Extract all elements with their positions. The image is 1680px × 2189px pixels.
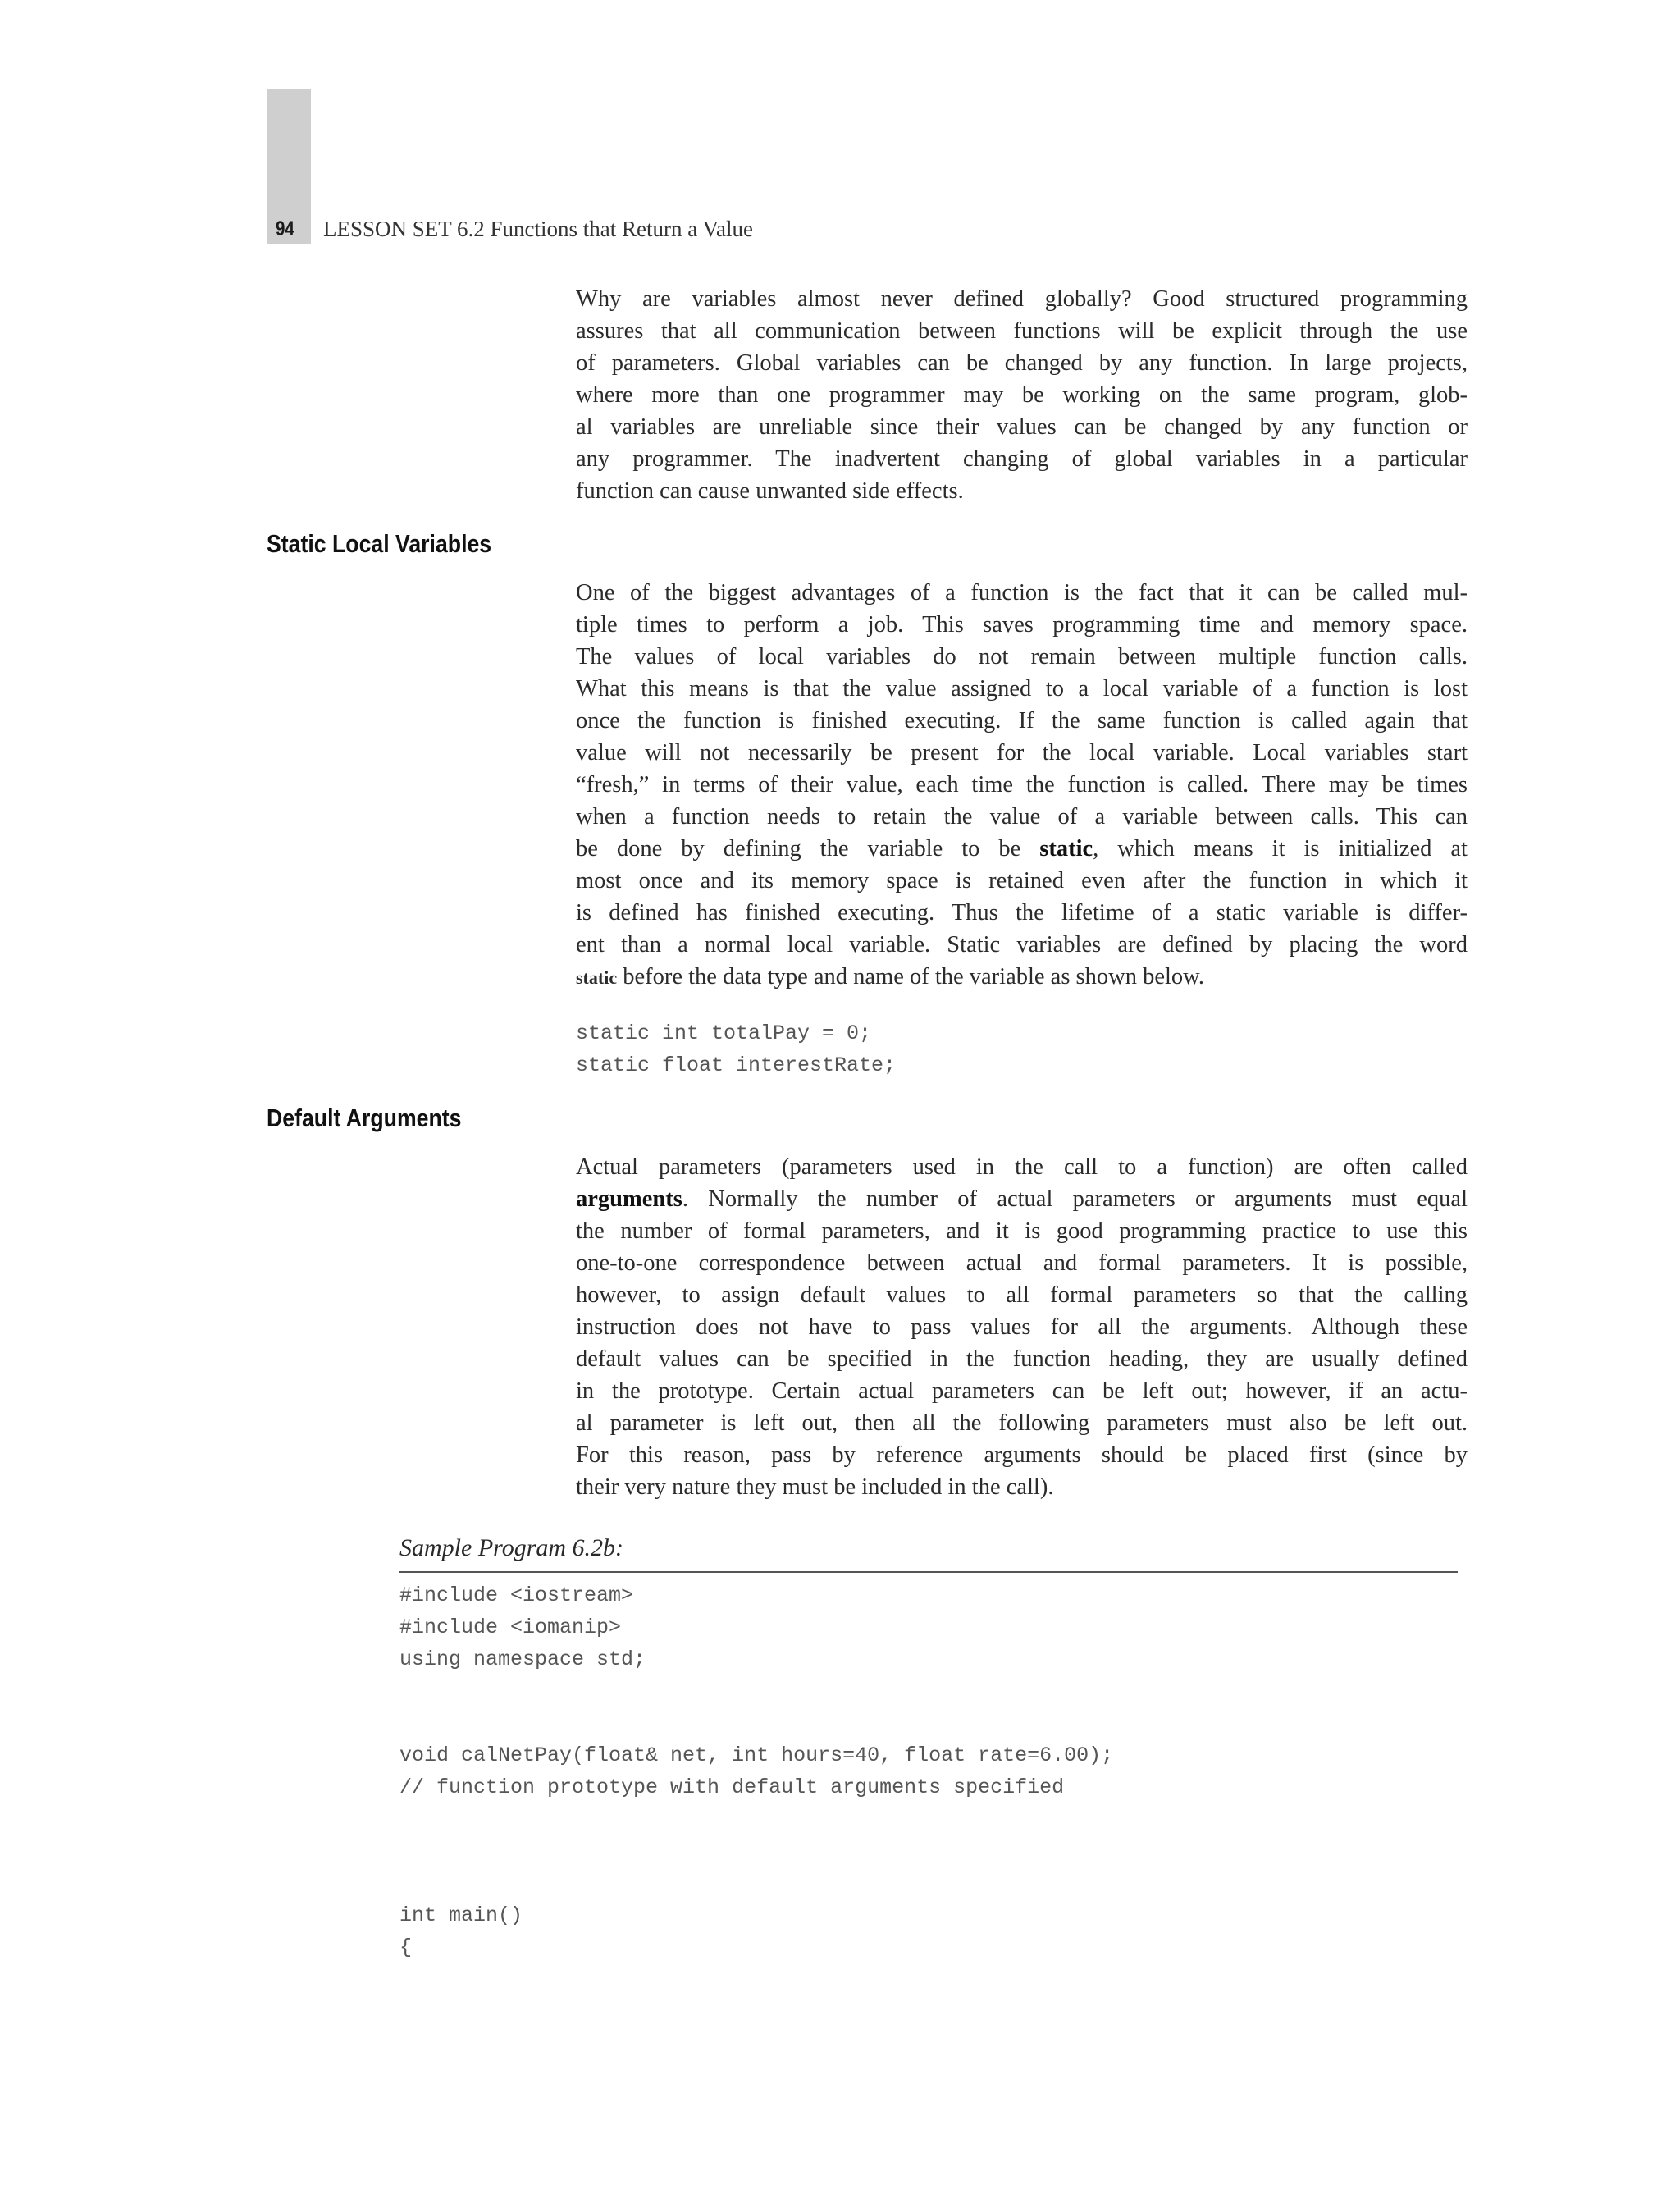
code-line: static int totalPay = 0; (576, 1021, 872, 1045)
text-line: Why are variables almost never defined globally? Good structured programming (576, 286, 1468, 312)
running-head: LESSON SET 6.2 Functions that Return a Value (323, 217, 753, 241)
text-line: their very nature they must be included in the call). (576, 1474, 1054, 1500)
text-line: one-to-one correspondence between actual and formal parameters. It is possible, (576, 1250, 1468, 1276)
sample-program-caption: Sample Program 6.2b: (399, 1534, 624, 1561)
code-line: using namespace std; (399, 1647, 646, 1671)
text-line: any programmer. The inadvertent changing of global variables in a particular (576, 446, 1468, 472)
code-line: // function prototype with default arguments specified (399, 1775, 1065, 1799)
text-line: What this means is that the value assigned to a local variable of a function is lost (576, 676, 1468, 701)
section-heading-default-arguments: Default Arguments (267, 1104, 462, 1132)
text-segment: before the data type and name of the variable as shown below. (617, 964, 1205, 989)
static-paragraph (576, 577, 1468, 994)
default-arguments-paragraph (576, 1151, 1468, 1503)
code-line: void calNetPay(float& net, int hours=40, float rate=6.00); (399, 1743, 1114, 1767)
text-line: default values can be specified in the function heading, they are usually defined (576, 1346, 1468, 1372)
text-line: the number of formal parameters, and it is good programming practice to use this (576, 1218, 1468, 1244)
text-line: where more than one programmer may be working on the same program, glob- (576, 382, 1468, 408)
text-line (576, 1183, 1468, 1215)
code-line (399, 1803, 1113, 1835)
text-line: tiple times to perform a job. This saves programming time and memory space. (576, 612, 1468, 638)
text-line: ent than a normal local variable. Static variables are defined by placing the word (576, 932, 1468, 957)
text-segment: be done by defining the variable to be (576, 836, 1040, 861)
text-line: assures that all communication between functions will be explicit through the use (576, 318, 1468, 344)
code-line (399, 1867, 1113, 1899)
page-number: 94 (276, 217, 294, 240)
text-line: The values of local variables do not remain between multiple function calls. (576, 644, 1468, 669)
keyword-arguments: arguments (576, 1186, 682, 1212)
text-line: is defined has finished executing. Thus the lifetime of a static variable is differ- (576, 900, 1468, 925)
text-line: in the prototype. Certain actual parameters can be left out; however, if an actu- (576, 1378, 1468, 1404)
text-segment: , which means it is initialized at (1093, 836, 1468, 861)
text-line: when a function needs to retain the value of a variable between calls. This can (576, 804, 1468, 829)
text-line: most once and its memory space is retained even after the function in which it (576, 868, 1468, 893)
text-line: value will not necessarily be present for the local variable. Local variables start (576, 740, 1468, 765)
text-line: function can cause unwanted side effects. (576, 478, 964, 504)
text-line: once the function is finished executing. If the same function is called again that (576, 708, 1468, 733)
text-line (576, 961, 1468, 994)
code-line (399, 1835, 1113, 1867)
text-line: of parameters. Global variables can be changed by any function. In large projects, (576, 350, 1468, 376)
text-line: “fresh,” in terms of their value, each time the function is called. There may be times (576, 772, 1468, 797)
text-line: however, to assign default values to all formal parameters so that the calling (576, 1282, 1468, 1308)
text-line: Actual parameters (parameters used in the call to a function) are often called (576, 1154, 1468, 1180)
sample-program-code (399, 1579, 1113, 1963)
code-line (399, 1707, 1113, 1739)
text-line: al variables are unreliable since their values can be changed by any function or (576, 414, 1468, 440)
text-line (576, 833, 1468, 865)
text-line: al parameter is left out, then all the following parameters must also be left out. (576, 1410, 1468, 1436)
text-segment: . Normally the number of actual parameters or arguments must equal (682, 1186, 1468, 1212)
code-line: { (399, 1935, 413, 1959)
code-line: static float interestRate; (576, 1053, 897, 1077)
code-line: #include <iomanip> (399, 1615, 622, 1639)
static-code-example (576, 1017, 896, 1081)
code-line: int main() (399, 1903, 523, 1927)
text-line: One of the biggest advantages of a function is the fact that it can be called mul- (576, 580, 1468, 606)
text-line: For this reason, pass by reference arguments should be placed first (since by (576, 1442, 1468, 1468)
text-line: instruction does not have to pass values for all the arguments. Although these (576, 1314, 1468, 1340)
keyword-static: static (1039, 836, 1093, 861)
code-line: #include <iostream> (399, 1583, 634, 1607)
section-heading-static-local-variables: Static Local Variables (267, 529, 492, 558)
intro-paragraph (576, 283, 1468, 507)
inline-code-static: static (576, 967, 618, 988)
code-line (399, 1675, 1113, 1707)
caption-divider (399, 1571, 1458, 1573)
